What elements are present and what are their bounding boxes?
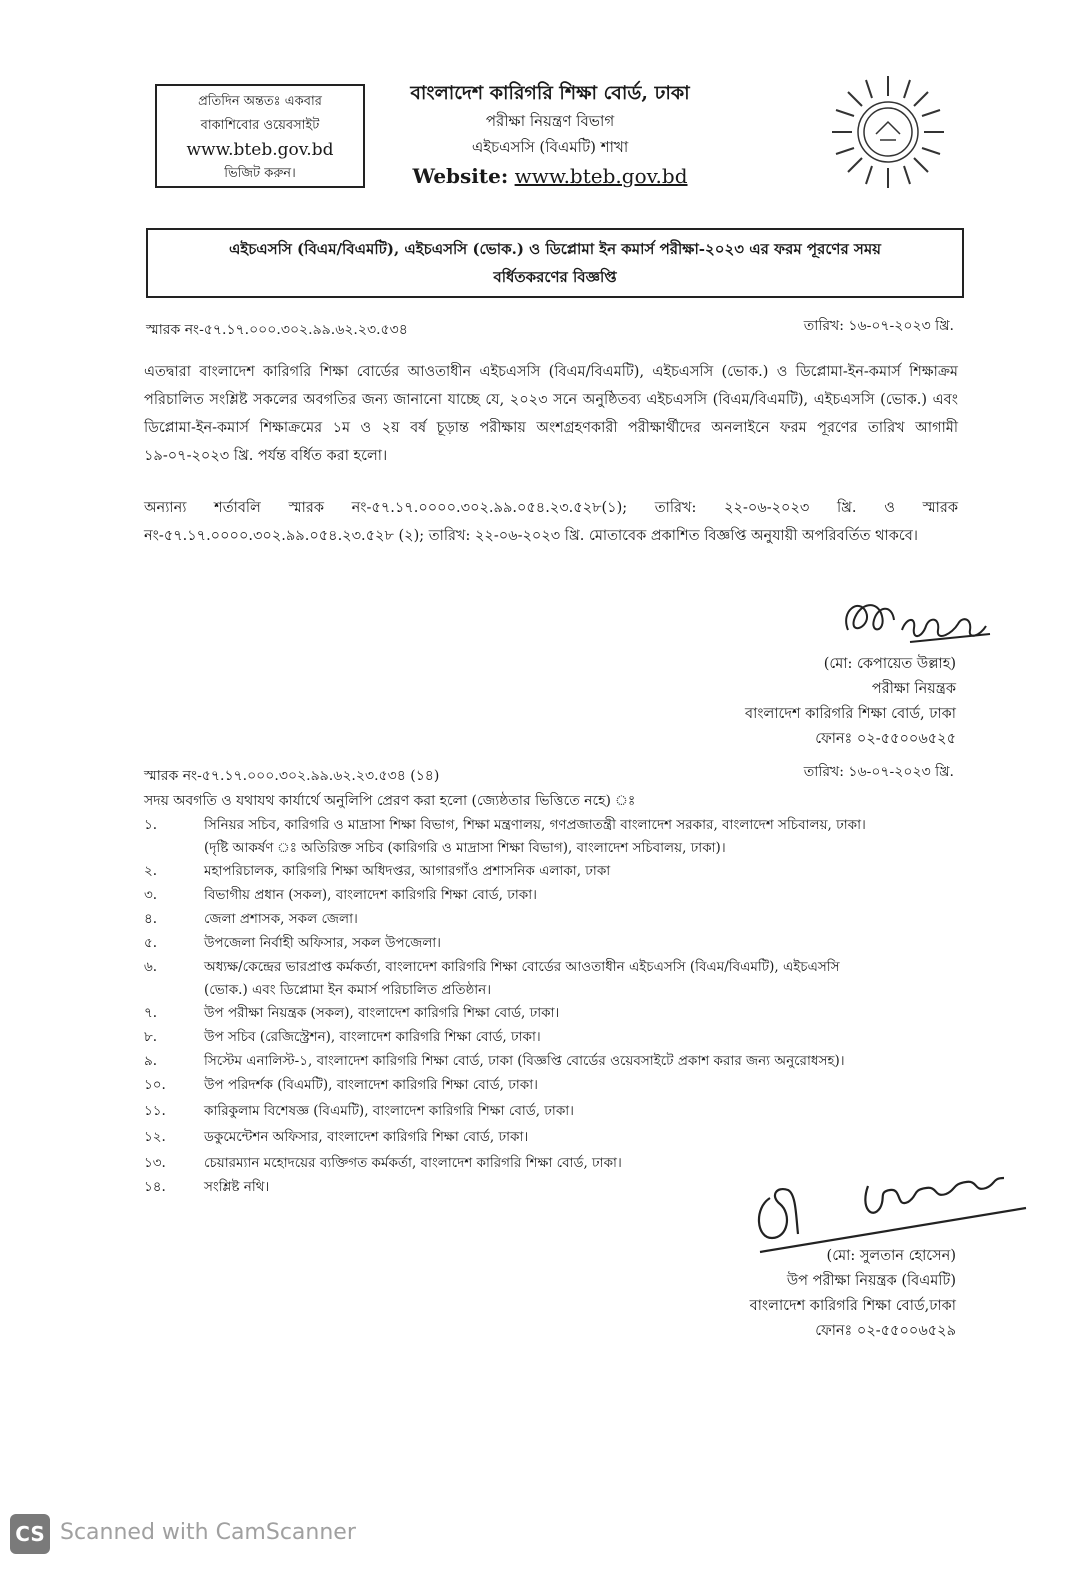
list-item-number: ৯. <box>144 1053 158 1069</box>
list-item-number: ১৪. <box>144 1179 166 1195</box>
website-url: www.bteb.gov.bd <box>514 164 688 188</box>
signature-1-icon <box>830 590 1000 660</box>
list-item-number: ২. <box>144 863 158 879</box>
signatory-1-phone: ফোনঃ ০২-৫৫০০৬৫২৫ <box>815 731 956 747</box>
list-item-number: ১১. <box>144 1103 166 1119</box>
list-item-text: জেলা প্রশাসক, সকল জেলা। <box>204 911 358 927</box>
notice-url: www.bteb.gov.bd <box>186 140 334 160</box>
notice-title-line-2: বর্ধিতকরণের বিজ্ঞপ্তি <box>493 268 617 286</box>
signatory-2-title: উপ পরীক্ষা নিয়ন্ত্রক (বিএমটি) <box>786 1273 956 1289</box>
signatory-2-org: বাংলাদেশ কারিগরি শিক্ষা বোর্ড,ঢাকা <box>749 1298 956 1314</box>
website-line <box>380 160 720 192</box>
list-item-number: ১২. <box>144 1129 166 1145</box>
distribution-intro: সদয় অবগতি ও যথাযথ কার্যার্থে অনুলিপি প্রেরণ করা হলো (জ্যেষ্ঠতার ভিত্তিতে নহে) ঃ <box>144 793 636 809</box>
notice-title-box <box>146 228 964 298</box>
list-item-text: উপ সচিব (রেজিস্ট্রেশন), বাংলাদেশ কারিগরি শিক্ষা বোর্ড, ঢাকা। <box>204 1029 541 1045</box>
list-item-number: ১. <box>144 817 158 833</box>
memo-reference: স্মারক নং-৫৭.১৭.০০০.৩০২.৯৯.৬২.২৩.৫৩৪ <box>146 322 408 338</box>
camscanner-text: Scanned with CamScanner <box>60 1520 356 1545</box>
notice-line-2: বাকাশিবোর ওয়েবসাইট <box>200 118 320 133</box>
signatory-1-title: পরীক্ষা নিয়ন্ত্রক <box>871 681 956 697</box>
board-seal-icon <box>828 72 948 192</box>
signatory-2-block <box>616 1244 956 1344</box>
list-item-number: ১০. <box>144 1077 166 1093</box>
signatory-1-block <box>636 652 956 752</box>
notice-line-1: প্রতিদিন অন্ততঃ একবার <box>198 94 322 109</box>
memo-2-date: তারিখ: ১৬-০৭-২০২৩ খ্রি. <box>803 764 954 780</box>
body-paragraph-1: এতদ্বারা বাংলাদেশ কারিগরি শিক্ষা বোর্ডের আওতাধীন এইচএসসি (বিএম/বিএমটি), এইচএসসি (ভোক.) ও ডিপ্লোমা-ইন-কমার্স শিক্ষাক্রম পরিচালিত সংশ্লিষ্ট সকলের অবগতির জন্য জানানো যাচ্ছে যে, ২০২৩ সনে অনুষ্ঠিতব্য এইচএসসি (বিএম/বিএমটি), এইচএসসি (ভোক.) এবং ডিপ্লোমা-ইন-কমার্স শিক্ষাক্রমের ১ম ও ২য় বর্ষ চূড়ান্ত পরীক্ষায় অংশগ্রহণকারী পরীক্ষার্থীদের অনলাইনে ফরম পূরণের তারিখ আগামী ১৯-০৭-২০২৩ খ্রি. পর্যন্ত বর্ধিত করা হলো। <box>144 364 958 464</box>
website-notice-box <box>155 84 365 188</box>
list-item-number: ১৩. <box>144 1155 166 1171</box>
memo-date: তারিখ: ১৬-০৭-২০২৩ খ্রি. <box>803 318 954 334</box>
list-item-text: চেয়ারম্যান মহোদয়ের ব্যক্তিগত কর্মকর্তা, বাংলাদেশ কারিগরি শিক্ষা বোর্ড, ঢাকা। <box>204 1155 622 1171</box>
website-label: Website: <box>412 164 509 188</box>
list-item-text: উপ পরিদর্শক (বিএমটি), বাংলাদেশ কারিগরি শিক্ষা বোর্ড, ঢাকা। <box>204 1077 538 1093</box>
body-paragraph-2: অন্যান্য শর্তাবলি স্মারক নং-৫৭.১৭.০০০০.৩০২.৯৯.০৫৪.২৩.৫২৮(১); তারিখ: ২২-০৬-২০২৩ খ্রি. ও স্মারক নং-৫৭.১৭.০০০০.৩০২.৯৯.০৫৪.২৩.৫২৮ (২); তারিখ: ২২-০৬-২০২৩ খ্রি. মোতাবেক প্রকাশিত বিজ্ঞপ্তি অনুযায়ী অপরিবর্তিত থাকবে। <box>144 500 958 544</box>
branch-name: এইচএসসি (বিএমটি) শাখা <box>471 138 629 156</box>
list-item-number: ৩. <box>144 887 158 903</box>
signatory-1-org: বাংলাদেশ কারিগরি শিক্ষা বোর্ড, ঢাকা <box>745 706 956 722</box>
list-item-text: সিনিয়র সচিব, কারিগরি ও মাদ্রাসা শিক্ষা বিভাগ, শিক্ষা মন্ত্রণালয়, গণপ্রজাতন্ত্রী বাংলাদেশ সরকার, বাংলাদেশ সচিবালয়, ঢাকা। (দৃষ্টি আকর্ষণ ঃ অতিরিক্ত সচিব (কারিগরি ও মাদ্রাসা শিক্ষা বিভাগ), বাংলাদেশ সচিবালয়, ঢাকা)। <box>204 817 866 856</box>
department-name: পরীক্ষা নিয়ন্ত্রণ বিভাগ <box>485 112 615 130</box>
signatory-2-phone: ফোনঃ ০২-৫৫০০৬৫২৯ <box>815 1323 956 1339</box>
list-item-number: ৪. <box>144 911 158 927</box>
notice-title-line-1: এইচএসসি (বিএম/বিএমটি), এইচএসসি (ভোক.) ও ডিপ্লোমা ইন কমার্স পরীক্ষা-২০২৩ এর ফরম পূরণের সময় <box>229 240 881 258</box>
list-item-text: সিস্টেম এনালিস্ট-১, বাংলাদেশ কারিগরি শিক্ষা বোর্ড, ঢাকা (বিজ্ঞপ্তি বোর্ডের ওয়েবসাইটে প্রকাশ করার জন্য অনুরোধসহ)। <box>204 1053 845 1069</box>
list-item-number: ৬. <box>144 959 158 975</box>
memo-2-reference: স্মারক নং-৫৭.১৭.০০০.৩০২.৯৯.৬২.২৩.৫৩৪ (১৪) <box>144 768 440 784</box>
notice-line-4: ভিজিট করুন। <box>224 166 296 181</box>
letterhead <box>380 78 720 192</box>
list-item-text: ডকুমেন্টেশন অফিসার, বাংলাদেশ কারিগরি শিক্ষা বোর্ড, ঢাকা। <box>204 1129 529 1145</box>
list-item-text: অধ্যক্ষ/কেন্দ্রের ভারপ্রাপ্ত কর্মকর্তা, বাংলাদেশ কারিগরি শিক্ষা বোর্ডের আওতাধীন এইচএসসি (বিএম/বিএমটি), এইচএসসি (ভোক.) এবং ডিপ্লোমা ইন কমার্স পরিচালিত প্রতিষ্ঠান। <box>204 959 840 998</box>
camscanner-logo-icon: CS <box>10 1514 50 1554</box>
signatory-2-name: (মো: সুলতান হোসেন) <box>826 1248 956 1264</box>
list-item-text: মহাপরিচালক, কারিগরি শিক্ষা অধিদপ্তর, আগারগাঁও প্রশাসনিক এলাকা, ঢাকা <box>204 863 611 879</box>
list-item-number: ৮. <box>144 1029 158 1045</box>
organization-name: বাংলাদেশ কারিগরি শিক্ষা বোর্ড, ঢাকা <box>410 82 690 104</box>
signatory-1-name: (মো: কেপায়েত উল্লাহ) <box>823 656 956 672</box>
list-item-text: সংশ্লিষ্ট নথি। <box>204 1179 270 1195</box>
list-item-number: ৫. <box>144 935 158 951</box>
list-item-number: ৭. <box>144 1005 158 1021</box>
list-item-text: কারিকুলাম বিশেষজ্ঞ (বিএমটি), বাংলাদেশ কারিগরি শিক্ষা বোর্ড, ঢাকা। <box>204 1103 575 1119</box>
list-item-text: বিভাগীয় প্রধান (সকল), বাংলাদেশ কারিগরি শিক্ষা বোর্ড, ঢাকা। <box>204 887 537 903</box>
list-item-text: উপজেলা নির্বাহী অফিসার, সকল উপজেলা। <box>204 935 441 951</box>
list-item-text: উপ পরীক্ষা নিয়ন্ত্রক (সকল), বাংলাদেশ কারিগরি শিক্ষা বোর্ড, ঢাকা। <box>204 1005 560 1021</box>
